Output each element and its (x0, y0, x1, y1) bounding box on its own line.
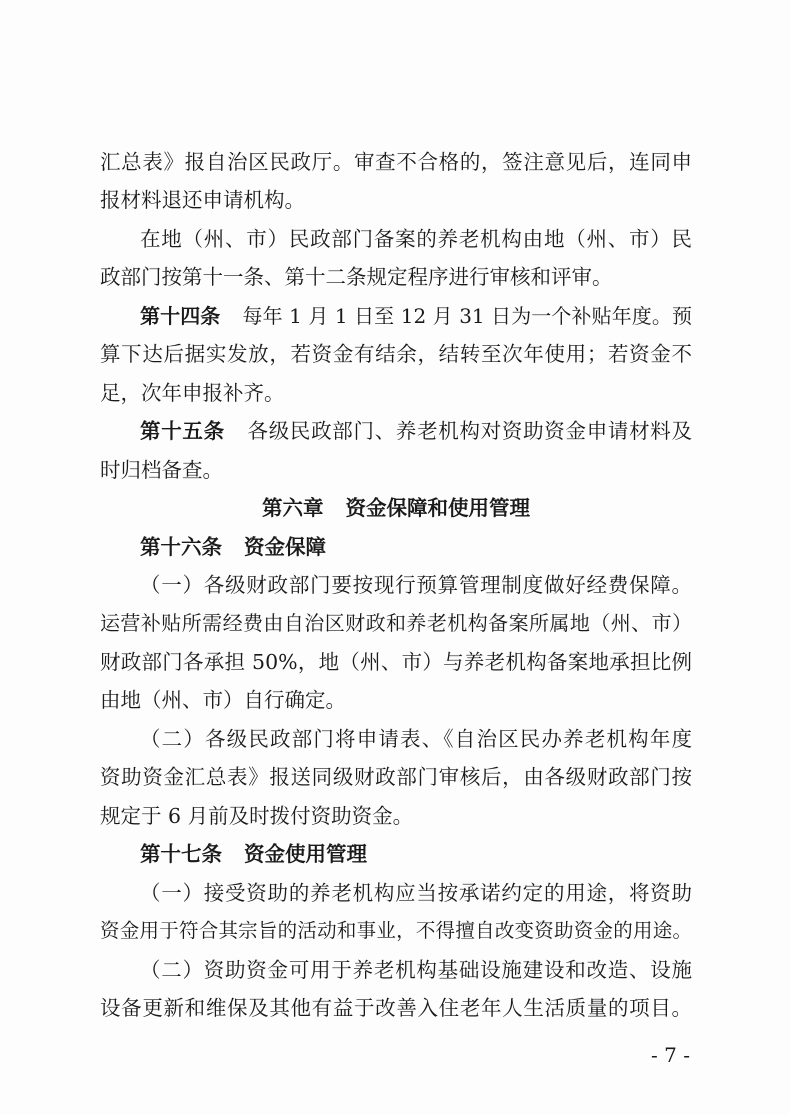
text-line: 财政部门各承担 50%，地（州、市）与养老机构备案地承担比例 (100, 649, 692, 674)
text-line: 算下达后据实发放，若资金有结余，结转至次年使用；若资金不 (100, 342, 692, 367)
text-line: （二）各级民政部门将申请表、《自治区民办养老机构年度 (140, 726, 692, 751)
text-line: 资助资金汇总表》报送同级财政部门审核后，由各级财政部门按 (100, 765, 692, 790)
text-line: 资金用于符合其宗旨的活动和事业，不得擅自改变资助资金的用途。 (100, 919, 692, 943)
text-line: 由地（州、市）自行确定。 (100, 688, 346, 713)
chapter-title: 资金保障和使用管理 (345, 496, 530, 521)
text-line: 在地（州、市）民政部门备案的养老机构由地（州、市）民 (140, 226, 692, 251)
text-line: （二）资助资金可用于养老机构基础设施建设和改造、设施 (140, 957, 692, 982)
text-line: 政部门按第十一条、第十二条规定程序进行审核和评审。 (100, 265, 613, 290)
text-line: 汇总表》报自治区民政厅。审查不合格的，签注意见后，连同申 (100, 150, 692, 174)
article-16-label: 第十六条 (140, 534, 222, 559)
text-line: （一）接受资助的养老机构应当按承诺约定的用途，将资助 (140, 880, 692, 905)
article-17-title: 资金使用管理 (244, 842, 367, 867)
chapter-number: 第六章 (262, 496, 324, 521)
text-line: 运营补贴所需经费由自治区财政和养老机构备案所属地（州、市） (100, 611, 692, 636)
text-line: （一）各级财政部门要按现行预算管理制度做好经费保障。 (140, 573, 692, 597)
article-16-heading (140, 525, 692, 569)
page-number: - 7 - (651, 1043, 690, 1067)
article-17-label: 第十七条 (140, 842, 222, 867)
article-16-title: 资金保障 (244, 534, 326, 559)
text-line: 设备更新和维保及其他有益于改善入住老年人生活质量的项目。 (100, 996, 692, 1020)
article-14-text: 每年 1 月 1 日至 12 月 31 日为一个补贴年度。预 (242, 303, 692, 328)
text-line: 规定于 6 月前及时拨付资助资金。 (100, 803, 414, 828)
article-14-line (140, 294, 692, 338)
article-15-text: 各级民政部门、养老机构对资助资金申请材料及 (246, 419, 692, 444)
text-line: 足，次年申报补齐。 (100, 380, 285, 405)
article-17-heading (140, 832, 692, 876)
article-14-label: 第十四条 (140, 303, 221, 328)
article-15-line (140, 409, 692, 453)
article-15-label: 第十五条 (140, 419, 225, 444)
text-line: 时归档备查。 (100, 457, 223, 482)
chapter-heading (100, 486, 692, 530)
text-line: 报材料退还申请机构。 (100, 188, 305, 213)
